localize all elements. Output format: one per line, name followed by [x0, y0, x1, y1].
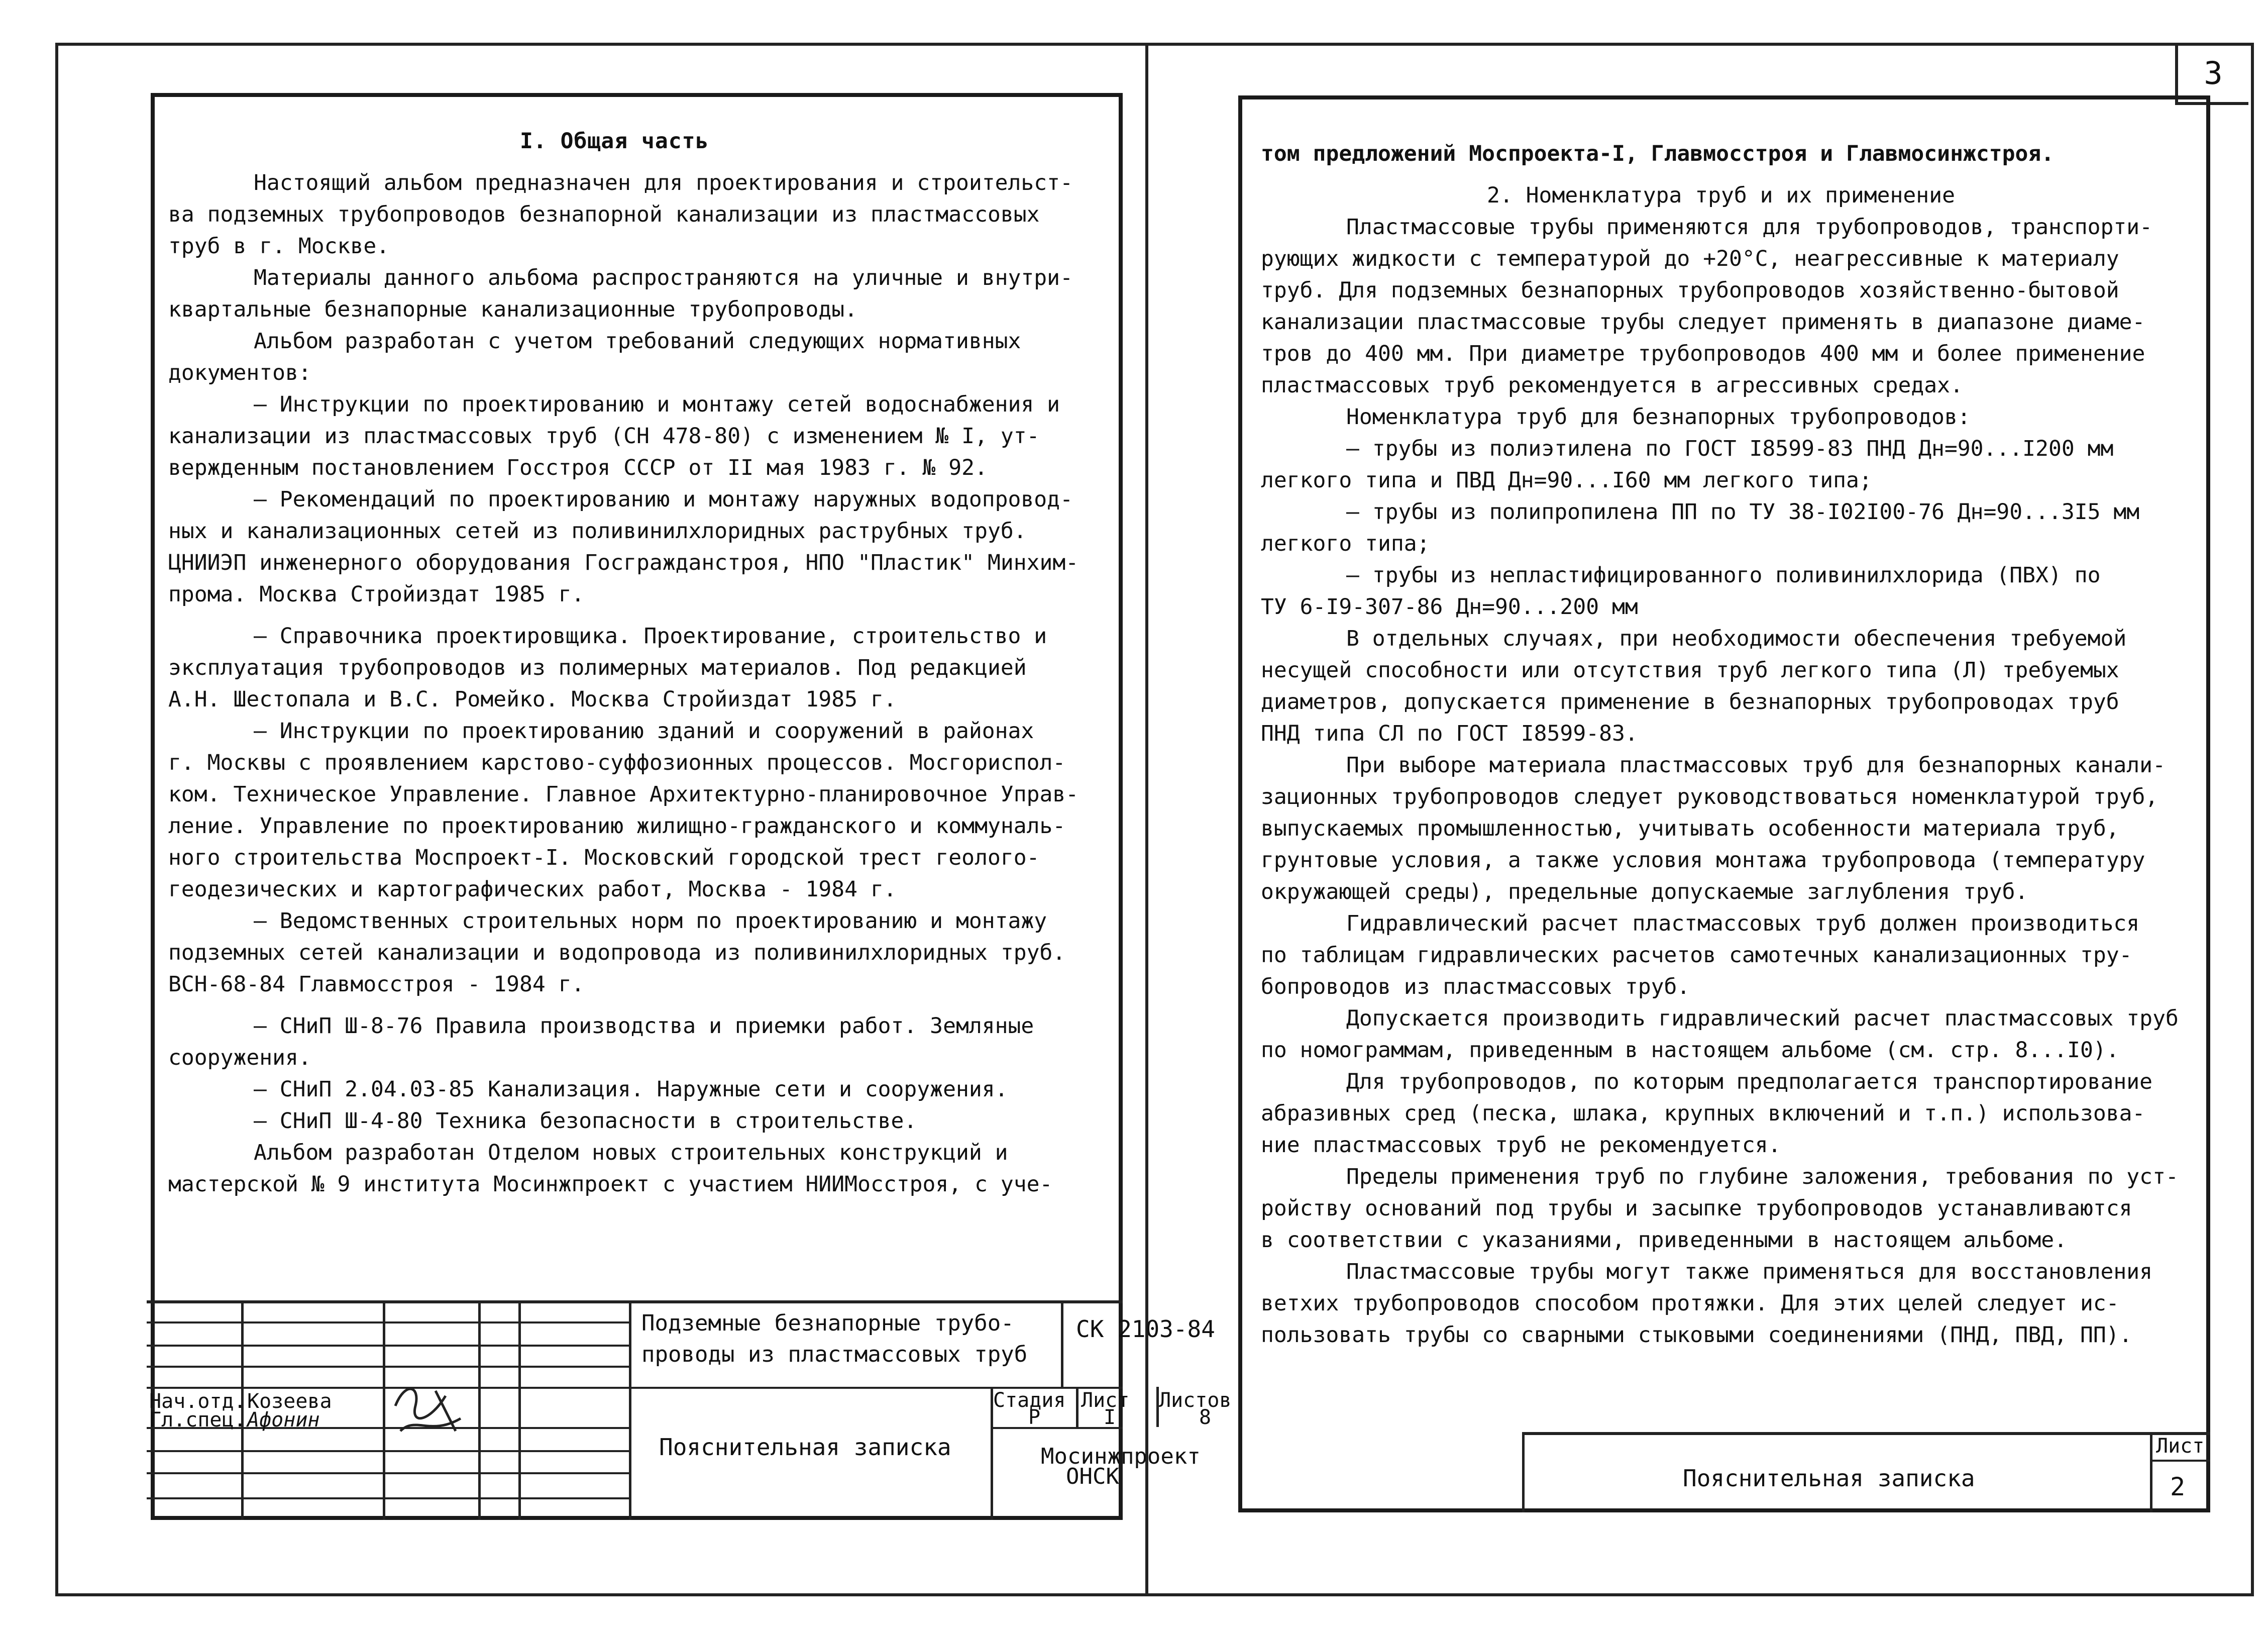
paragraph-line: А.Н. Шестопала и В.С. Ромейко. Москва Стройиздат 1985 г. — [168, 687, 897, 712]
stamp-sheet-header: Лист — [1081, 1389, 1130, 1412]
paragraph-line: выпускаемых промышленностью, учитывать особенности материала труб, — [1261, 816, 2119, 841]
paragraph-line: – СНиП Ш-4-80 Техника безопасности в строительстве. — [254, 1108, 917, 1134]
paragraph-line: ление. Управление по проектированию жилищно-гражданского и коммуналь- — [168, 813, 1066, 839]
section-heading: I. Общая часть — [520, 129, 709, 154]
stamp-role-spec: Гл.спец. — [149, 1408, 246, 1432]
stamp-title-line2: проводы из пластмассовых труб — [641, 1342, 1028, 1367]
signature-image — [385, 1376, 476, 1446]
section-heading: 2. Номенклатура труб и их применение — [1487, 183, 1955, 208]
stamp-document-name: Пояснительная записка — [659, 1434, 951, 1461]
paragraph-line: – Инструкции по проектированию и монтажу сетей водоснабжения и — [254, 392, 1060, 417]
paragraph-line: эксплуатация трубопроводов из полимерных материалов. Под редакцией — [168, 655, 1027, 680]
stamp-sheet-header: Лист — [2156, 1435, 2205, 1458]
paragraph-line: Настоящий альбом предназначен для проектирования и строительст- — [254, 170, 1073, 195]
paragraph-line: ВСН-68-84 Главмосстроя - 1984 г. — [168, 972, 585, 997]
stamp-title-line1: Подземные безнапорные трубо- — [641, 1310, 1014, 1336]
left-title-block — [147, 1300, 1232, 1520]
paragraph-line: – СНиП 2.04.03-85 Канализация. Наружные сети и сооружения. — [254, 1077, 1008, 1102]
stamp-role-head: Нач.отд. — [149, 1390, 246, 1413]
paragraph-line: – Ведомственных строительных норм по проектированию и монтажу — [254, 908, 1047, 934]
page-number: 3 — [2175, 44, 2248, 105]
paragraph-line: геодезических и картографических работ, Москва - 1984 г. — [168, 877, 897, 902]
stamp-document-name: Пояснительная записка — [1683, 1465, 1975, 1492]
stamp-sheets-value: 8 — [1199, 1406, 1212, 1429]
stamp-stage-header: Стадия — [993, 1389, 1066, 1412]
paragraph-line: Альбом разработан с учетом требований следующих нормативных — [254, 329, 1021, 354]
right-body-text — [1261, 138, 2179, 1351]
paragraph-line: диаметров, допускается применение в безнапорных трубопроводах труб — [1261, 689, 2119, 715]
paragraph-line: вержденным постановлением Госстроя СССР от II мая 1983 г. № 92. — [168, 455, 988, 480]
paragraph-line: ЦНИИЭП инженерного оборудования Госгражданстроя, НПО "Пластик" Минхим- — [168, 550, 1079, 575]
paragraph-line: том предложений Моспроекта-I, Главмосстроя и Главмосинжстроя. — [1261, 141, 2055, 166]
paragraph-line: тров до 400 мм. При диаметре трубопроводов 400 мм и более применение — [1261, 341, 2145, 366]
paragraph-line: ние пластмассовых труб не рекомендуется. — [1261, 1133, 1781, 1158]
paragraph-line: Материалы данного альбома распространяются на уличные и внутри- — [254, 265, 1073, 290]
paragraph-line: При выборе материала пластмассовых труб для безнапорных канали- — [1346, 753, 2166, 778]
stamp-sheets-header: Листов — [1159, 1389, 1232, 1412]
paragraph-line: прома. Москва Стройиздат 1985 г. — [168, 582, 585, 607]
stamp-sheet-value: I — [1104, 1406, 1116, 1429]
paragraph-line: легкого типа и ПВД Дн=90...I60 мм легкого типа; — [1261, 468, 1872, 493]
right-title-block — [1522, 1432, 2210, 1512]
paragraph-line: легкого типа; — [1261, 531, 1430, 556]
paragraph-line: зационных трубопроводов следует руководствоваться номенклатурой труб, — [1261, 784, 2158, 809]
paragraph-line: – Рекомендаций по проектированию и монтажу наружных водопровод- — [254, 487, 1073, 512]
stamp-stage-value: Р — [1028, 1406, 1041, 1429]
paragraph-line: грунтовые условия, а также условия монтажа трубопровода (температуру — [1261, 848, 2145, 873]
paragraph-line: пластмассовых труб рекомендуется в агрессивных средах. — [1261, 373, 1963, 398]
paragraph-line: бопроводов из пластмассовых труб. — [1261, 974, 1690, 999]
paragraph-line: канализации пластмассовые трубы следует применять в диапазоне диаме- — [1261, 310, 2145, 335]
paragraph-line: рующих жидкости с температурой до +20°С, неагрессивные к материалу — [1261, 246, 2119, 271]
paragraph-line: – трубы из непластифицированного поливинилхлорида (ПВХ) по — [1346, 563, 2101, 588]
paragraph-line: окружающей среды), предельные допускаемые заглубления труб. — [1261, 879, 2028, 904]
paragraph-line: Для трубопроводов, по которым предполагается транспортирование — [1346, 1069, 2153, 1094]
paragraph-line: – трубы из полипропилена ПП по ТУ 38-I02I00-76 Дн=90...3I5 мм — [1346, 499, 2140, 525]
paragraph-line: по номограммам, приведенным в настоящем альбоме (см. стр. 8...I0). — [1261, 1038, 2119, 1063]
paragraph-line: сооружения. — [168, 1045, 311, 1070]
paragraph-line: г. Москвы с проявлением карстово-суффозионных процессов. Мосгориспол- — [168, 750, 1066, 775]
paragraph-line: Пластмассовые трубы могут также применяться для восстановления — [1346, 1259, 2153, 1284]
paragraph-line: – Справочника проектировщика. Проектирование, строительство и — [254, 624, 1047, 649]
paragraph-line: ного строительства Моспроект-I. Московский городской трест геолого- — [168, 845, 1040, 870]
paragraph-line: несущей способности или отсутствия труб легкого типа (Л) требуемых — [1261, 658, 2119, 683]
paragraph-line: Альбом разработан Отделом новых строительных конструкций и — [254, 1140, 1008, 1165]
paragraph-line: пользовать трубы со сварными стыковыми соединениями (ПНД, ПВД, ПП). — [1261, 1322, 2132, 1348]
paragraph-line: ройству оснований под трубы и засыпке трубопроводов устанавливаются — [1261, 1196, 2132, 1221]
paragraph-line: – СНиП Ш-8-76 Правила производства и приемки работ. Земляные — [254, 1013, 1034, 1039]
paragraph-line: документов: — [168, 360, 311, 385]
paragraph-line: Допускается производить гидравлический расчет пластмассовых труб — [1346, 1006, 2179, 1031]
paragraph-line: – трубы из полиэтилена по ГОСТ I8599-83 ПНД Дн=90...I200 мм — [1346, 436, 2114, 461]
paragraph-line: Пластмассовые трубы применяются для трубопроводов, транспорти- — [1346, 215, 2153, 240]
paragraph-line: мастерской № 9 института Мосинжпроект с участием НИИМосстроя, с уче- — [168, 1172, 1053, 1197]
stamp-document-code: СК 2103-84 — [1076, 1315, 1215, 1343]
paragraph-line: Гидравлический расчет пластмассовых труб должен производиться — [1346, 911, 2140, 936]
paragraph-line: ветхих трубопроводов способом протяжки. Для этих целей следует ис- — [1261, 1291, 2119, 1316]
paragraph-line: в соответствии с указаниями, приведенными в настоящем альбоме. — [1261, 1228, 2068, 1253]
stamp-sheet-value: 2 — [2170, 1472, 2186, 1501]
page-fold-line — [1145, 43, 1148, 1593]
paragraph-line: В отдельных случаях, при необходимости обеспечения требуемой — [1346, 626, 2127, 651]
left-body-text — [168, 126, 1078, 1200]
paragraph-line: квартальные безнапорные канализационные трубопроводы. — [168, 297, 858, 322]
stamp-department: ОНСК — [1066, 1464, 1119, 1489]
paragraph-line: подземных сетей канализации и водопровода из поливинилхлоридных труб. — [168, 940, 1066, 965]
paragraph-line: труб в г. Москве. — [168, 234, 390, 259]
paragraph-line: ПНД типа СЛ по ГОСТ I8599-83. — [1261, 721, 1638, 746]
paragraph-line: по таблицам гидравлических расчетов самотечных канализационных тру- — [1261, 943, 2132, 968]
paragraph-line: труб. Для подземных безнапорных трубопроводов хозяйственно-бытовой — [1261, 278, 2119, 303]
stamp-name-head: Козеева — [247, 1390, 332, 1413]
paragraph-line: ва подземных трубопроводов безнапорной канализации из пластмассовых — [168, 202, 1040, 227]
paragraph-line: Номенклатура труб для безнапорных трубопроводов: — [1346, 404, 1971, 430]
paragraph-line: Пределы применения труб по глубине заложения, требования по уст- — [1346, 1164, 2179, 1189]
paragraph-line: абразивных сред (песка, шлака, крупных включений и т.п.) использова- — [1261, 1101, 2145, 1126]
stamp-organization: Мосинжпроект — [1041, 1444, 1201, 1469]
paragraph-line: – Инструкции по проектированию зданий и сооружений в районах — [254, 719, 1034, 744]
paragraph-line: ТУ 6-I9-307-86 Дн=90...200 мм — [1261, 594, 1638, 620]
stamp-name-spec: Афонин — [247, 1408, 320, 1432]
paragraph-line: канализации из пластмассовых труб (СН 478-80) с изменением № I, ут- — [168, 424, 1040, 449]
paragraph-line: ком. Техническое Управление. Главное Архитектурно-планировочное Управ- — [168, 782, 1079, 807]
paragraph-line: ных и канализационных сетей из поливинилхлоридных раструбных труб. — [168, 519, 1027, 544]
